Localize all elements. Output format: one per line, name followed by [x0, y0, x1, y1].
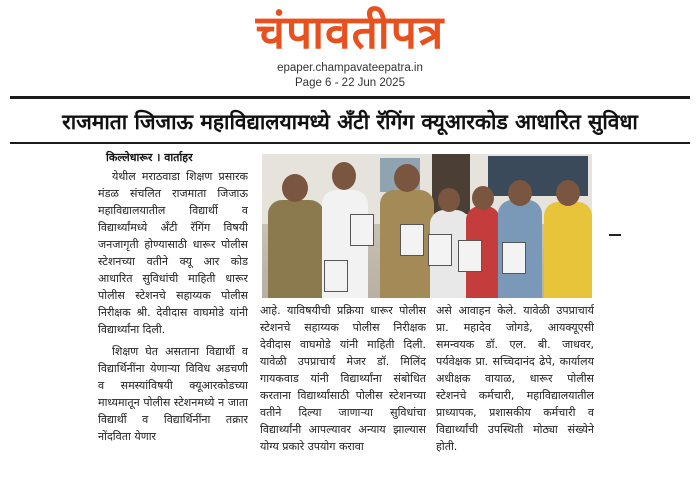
- photo-poster: [400, 224, 424, 256]
- photo-head: [282, 174, 308, 202]
- photo-poster: [324, 260, 348, 292]
- article-column-2: [260, 302, 426, 500]
- photo-poster: [350, 214, 374, 246]
- article-column-1: [98, 168, 248, 500]
- paragraph: असे आवाहन केले. यावेळी उपप्राचार्य प्रा. महादेव जोगडे, आयक्यूएसी समन्वयक डॉ. एल. बी. जाधवर, पर्यवेक्षक प्रा. सच्चिदानंद ढेपे, कार्यालय अधीक्षक वायाळ, धारूर पोलीस स्टेशनचे कर्मचारी, महाविद्यालयातील प्राध्यापक, प्रशासकीय कर्मचारी व विद्यार्थ्यांची उपस्थिती मोठ्या संख्येने होती.: [436, 304, 594, 453]
- edition-page-info: Page 6 - 22 Jun 2025: [295, 77, 405, 89]
- article-headline: राजमाता जिजाऊ महाविद्यालयामध्ये अँटी रॅगिंग क्यूआरकोड आधारित सुविधा: [62, 110, 638, 134]
- paragraph: आहे. याविषयीची प्रक्रिया धारूर पोलीस स्टेशनचे सहाय्यक पोलीस निरीक्षक देवीदास वाघमोडे यांनी माहिती दिली. यावेळी उपप्राचार्य मेजर डॉ. मिलिंद गायकवाड यांनी विद्यार्थ्यांना संबोधित करताना विद्यार्थ्यांसाठी पोलीस स्टेशनच्या वतीने दिल्या जाणाऱ्या सुविधांचा विद्यार्थ्यांनी आपल्यावर अन्याय झाल्यास योग्य प्रकारे उपयोग करावा: [260, 304, 426, 453]
- photo-person: [268, 200, 324, 298]
- article-photo: [262, 154, 592, 298]
- headline-top-rule: [10, 96, 690, 99]
- paragraph: येथील मराठवाडा शिक्षण प्रसारक मंडळ संचलित राजमाता जिजाऊ महाविद्यालयातील विद्यार्थी व विद्यार्थ्यांमध्ये अँटी रॅगिंग विषयी जनजागृती होण्यासाठी धारूर पोलीस स्टेशनच्या वतीने क्यू आर कोड आधारित सुविधांची माहिती धारूर पोलीस स्टेशनचे सहाय्यक पोलीस निरीक्षक श्री. देवीदास वाघमोडे यांनी विद्यार्थ्यांना दिली.: [98, 170, 248, 336]
- masthead-title: चंपावतीपत्र: [255, 5, 445, 59]
- headline-bottom-rule: [10, 142, 690, 144]
- photo-head: [472, 186, 494, 210]
- photo-head: [556, 180, 580, 206]
- photo-head: [508, 180, 532, 206]
- edition-url: epaper.champavateepatra.in: [277, 62, 423, 74]
- photo-poster: [458, 240, 482, 272]
- photo-person: [544, 202, 592, 298]
- article-column-3: [436, 302, 594, 500]
- paragraph: शिक्षण घेत असताना विद्यार्थी व विद्यार्थिनींना येणाऱ्या विविध अडचणी व समस्यांविषयी क्यूआरकोडच्या माध्यमातून पोलीस स्टेशनमध्ये न जाता विद्यार्थी व विद्यार्थिनींना तक्रार नोंदविता येणार: [98, 345, 248, 443]
- article-byline: किल्लेधारूर । वार्ताहर: [106, 151, 193, 164]
- photo-head: [332, 162, 356, 190]
- photo-head: [394, 164, 420, 192]
- margin-dash: [609, 234, 621, 236]
- photo-poster: [502, 242, 526, 274]
- photo-head: [438, 188, 460, 212]
- photo-poster: [428, 234, 452, 266]
